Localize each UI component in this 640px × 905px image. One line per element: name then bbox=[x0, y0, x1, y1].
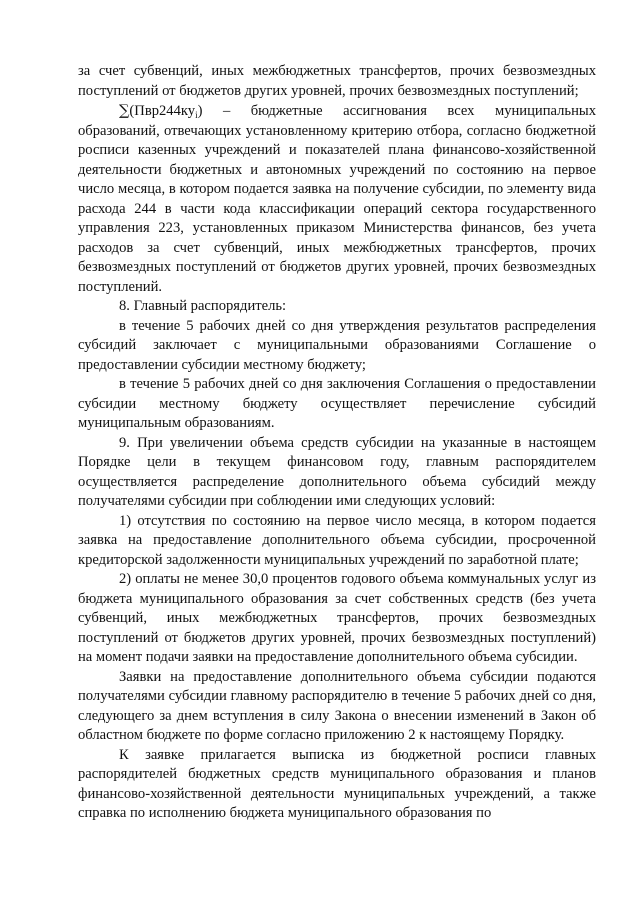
section-9-condition-2: 2) оплаты не менее 30,0 процентов годового объема коммунальных услуг из бюджета муниципального образования за счет собственных средств (без учета субвенций, иных межбюджетных трансфертов, прочих безвозмездных поступлений от бюджетов других уровней, прочих безвозмездных поступлений) на момент подачи заявки на предоставление дополнительного объема субсидии. bbox=[78, 571, 596, 665]
formula-close: ) bbox=[197, 103, 203, 119]
paragraph-continuation: за счет субвенций, иных межбюджетных трансфертов, прочих безвозмездных поступлений от бюджетов других уровней, прочих безвозмездных поступлений; bbox=[78, 63, 596, 99]
paragraph-formula-definition bbox=[78, 101, 596, 297]
section-8-item-1: в течение 5 рабочих дней со дня утверждения результатов распределения субсидий заключает с муниципальными образованиями Соглашение о предоставлении субсидии местному бюджету; bbox=[78, 317, 596, 373]
formula-definition-text: – бюджетные ассигнования всех муниципальных образований, отвечающих установленному критерию отбора, согласно бюджетной росписи казенных учреждений и показателей плана финансово-хозяйственной деятельности бюджетных и автономных учреждений по состоянию на первое число месяца, в котором подается заявка на получение субсидии, по элементу вида расхода 244 в части кода классификации операций сектора государственного управления 223, установленных приказом Министерства финансов, без учета расходов за счет субвенций, иных межбюджетных трансфертов, прочих безвозмездных поступлений от бюджетов других уровней, прочих безвозмездных поступлений. bbox=[78, 103, 596, 295]
formula-name: (Пвр244ку bbox=[129, 103, 196, 119]
formula-subscript: i bbox=[195, 110, 198, 120]
section-9-intro: 9. При увеличении объема средств субсидии на указанные в настоящем Порядке цели в текущем финансовом году, главным распорядителем осуществляется распределение дополнительного объема субсидий между получателями субсидии при соблюдении ими следующих условий: bbox=[78, 434, 596, 509]
section-8-item-2: в течение 5 рабочих дней со дня заключения Соглашения о предоставлении субсидии местному бюджету осуществляет перечисление субсидий муниципальным образованиям. bbox=[78, 376, 596, 431]
sum-symbol: ∑ bbox=[119, 102, 130, 119]
section-8-heading: 8. Главный распорядитель: bbox=[119, 298, 287, 314]
section-9-condition-1: 1) отсутствия по состоянию на первое число месяца, в котором подается заявка на предоставление дополнительного объема субсидии, просроченной кредиторской задолженности муниципальных учреждений по заработной плате; bbox=[78, 512, 596, 568]
paragraph-attachments: К заявке прилагается выписка из бюджетной росписи главных распорядителей бюджетных средств муниципального образования и планов финансово-хозяйственной деятельности муниципальных учреждений, а также справка по исполнению бюджета муниципального образования по bbox=[78, 746, 596, 821]
paragraph-applications: Заявки на предоставление дополнительного объема субсидии подаются получателями субсидии главному распорядителю в течение 5 рабочих дней со дня, следующего за днем вступления в силу Закона о внесении изменений в Закон об областном бюджете по форме согласно приложению 2 к настоящему Порядку. bbox=[78, 668, 596, 743]
document-page bbox=[78, 62, 596, 824]
